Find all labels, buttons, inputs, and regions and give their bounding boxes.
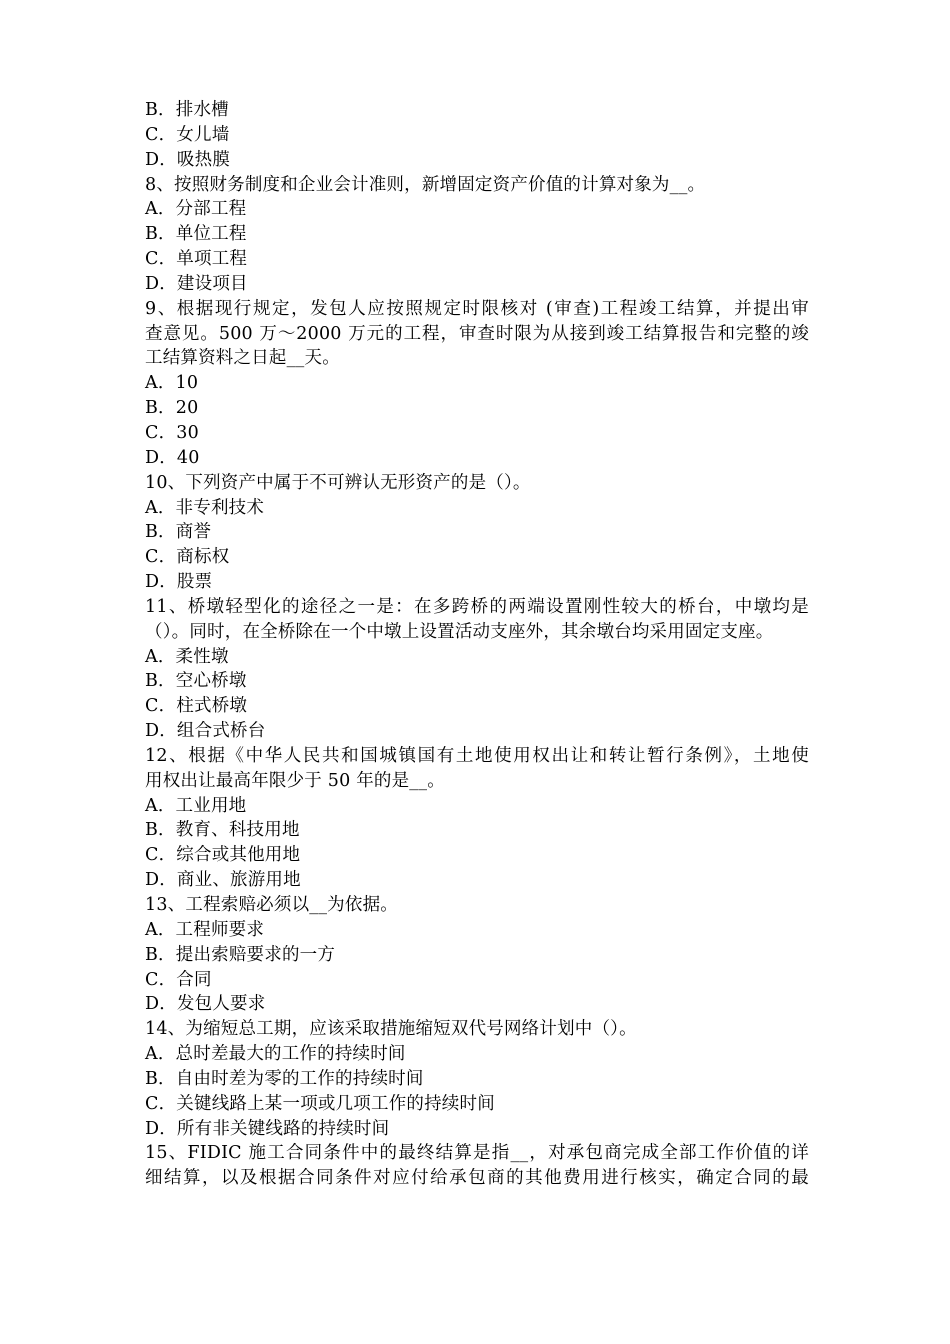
answer-option: B．提出索赔要求的一方 [145,944,336,965]
question-text-line: 13、工程索赔必须以__为依据。 [145,895,398,915]
question-text-line: 9、根据现行规定，发包人应按照规定时限核对 (审查)工程竣工结算，并提出审 [145,298,809,319]
answer-option: D．40 [145,447,200,468]
answer-option: D．建设项目 [145,273,248,294]
question-text-line: 14、为缩短总工期，应该采取措施缩短双代号网络计划中（）。 [145,1019,637,1040]
answer-option: C．30 [145,422,199,443]
answer-option: C．商标权 [145,547,230,568]
question-text-line: 12、根据《中华人民共和国城镇国有土地使用权出让和转让暂行条例》，土地使 [145,745,809,766]
question-text-line: 工结算资料之日起__天。 [145,348,340,369]
answer-option: B．商誉 [145,522,212,543]
answer-option: C．合同 [145,969,212,990]
answer-option: A．10 [145,373,199,394]
question-text-line: 11、桥墩轻型化的途径之一是：在多跨桥的两端设置刚性较大的桥台，中墩均是 [145,596,809,617]
question-text-line: 查意见。500 万～2000 万元的工程，审查时限为从接到竣工结算报告和完整的竣 [145,323,809,344]
answer-option: A．工业用地 [145,795,247,816]
answer-option: A．柔性墩 [145,646,229,667]
question-text-line: 15、FIDIC 施工合同条件中的最终结算是指__，对承包商完成全部工作价值的详 [145,1143,809,1164]
answer-option: D．商业、旅游用地 [145,870,301,891]
question-text-line: （）。同时，在全桥除在一个中墩上设置活动支座外，其余墩台均采用固定支座。 [145,621,774,642]
question-text-line: 10、下列资产中属于不可辨认无形资产的是（）。 [145,472,531,493]
answer-option: B．排水槽 [145,100,229,120]
answer-option: D．所有非关键线路的持续时间 [145,1118,390,1139]
answer-option: B．20 [145,398,199,419]
answer-option: C．柱式桥墩 [145,696,248,717]
answer-option: A．分部工程 [145,199,247,220]
question-text-line: 细结算，以及根据合同条件对应付给承包商的其他费用进行核实，确定合同的最 [145,1168,809,1189]
answer-option: C．女儿墙 [145,124,230,145]
question-text-line: 8、按照财务制度和企业会计准则，新增固定资产价值的计算对象为__。 [145,174,706,195]
answer-option: D．吸热膜 [145,149,231,170]
answer-option: D．组合式桥台 [145,721,266,742]
answer-option: A．工程师要求 [145,919,265,940]
answer-option: B．空心桥墩 [145,671,247,692]
answer-option: C．关键线路上某一项或几项工作的持续时间 [145,1093,495,1114]
answer-option: D．股票 [145,572,213,593]
answer-option: B．教育、科技用地 [145,820,300,841]
answer-option: D．发包人要求 [145,994,266,1015]
document-body [145,98,809,1191]
question-text-line: 用权出让最高年限少于 50 年的是__。 [145,770,445,791]
answer-option: C．综合或其他用地 [145,845,301,866]
answer-option: B．自由时差为零的工作的持续时间 [145,1068,424,1089]
answer-option: A．非专利技术 [145,497,265,518]
answer-option: C．单项工程 [145,249,248,270]
answer-option: B．单位工程 [145,224,247,245]
answer-option: A．总时差最大的工作的持续时间 [145,1044,406,1065]
